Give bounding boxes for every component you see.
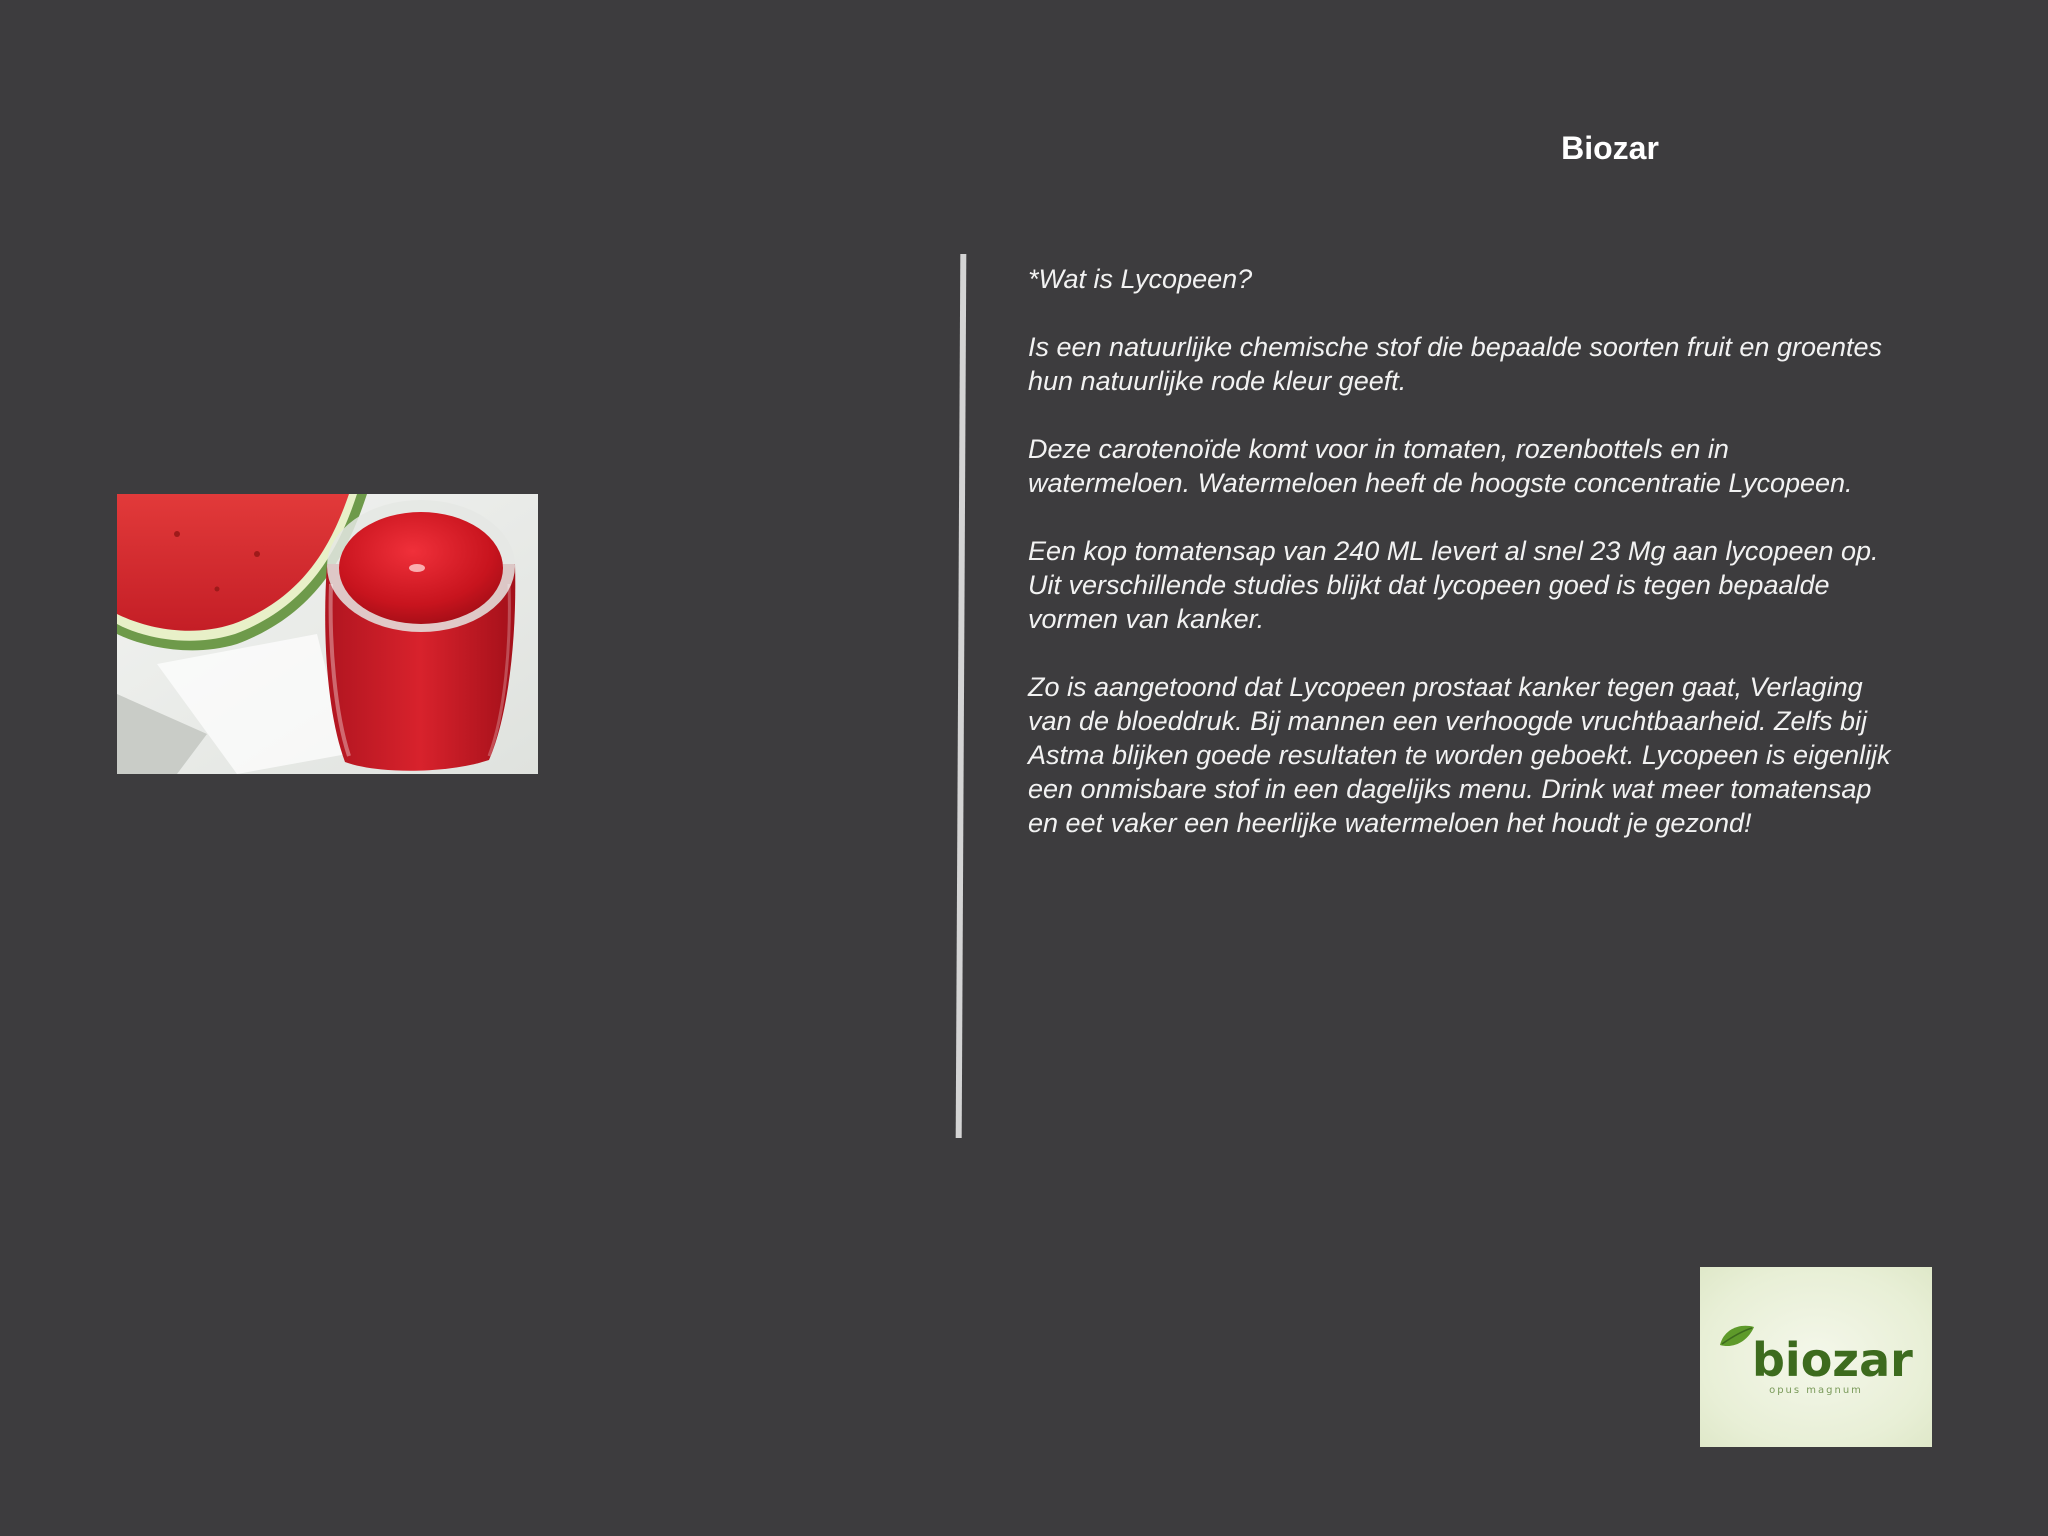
vertical-divider — [956, 254, 967, 1138]
paragraph-studies: Een kop tomatensap van 240 ML levert al snel 23 Mg aan lycopeen op. Uit verschillende studies blijkt dat lycopeen goed is tegen bepaalde vormen van kanker. — [1028, 536, 1879, 634]
body-text — [1028, 262, 1898, 874]
paragraph-sources: Deze carotenoïde komt voor in tomaten, rozenbottels en in watermeloen. Watermeloen heeft de hoogste concentratie Lycopeen. — [1028, 434, 1853, 498]
watermelon-juice-photo — [117, 494, 538, 774]
paragraph-question: *Wat is Lycopeen? — [1028, 264, 1253, 294]
paragraph-benefits: Zo is aangetoond dat Lycopeen prostaat kanker tegen gaat, Verlaging van de bloeddruk. Bij mannen een verhoogde vruchtbaarheid. Zelfs bij Astma blijken goede resultaten te worden geboekt. Lycopeen is eigenlijk een onmisbare stof in een dagelijks menu. Drink wat meer tomatensap en eet vaker een heerlijke watermeloen het houdt je gezond! — [1028, 672, 1891, 838]
slide-title: Biozar — [1561, 130, 1659, 166]
logo-wordmark: biozar — [1752, 1333, 1913, 1387]
biozar-logo — [1700, 1267, 1932, 1447]
paragraph-definition: Is een natuurlijke chemische stof die bepaalde soorten fruit en groentes hun natuurlijke rode kleur geeft. — [1028, 332, 1883, 396]
logo-tagline: opus magnum — [1769, 1385, 1863, 1396]
